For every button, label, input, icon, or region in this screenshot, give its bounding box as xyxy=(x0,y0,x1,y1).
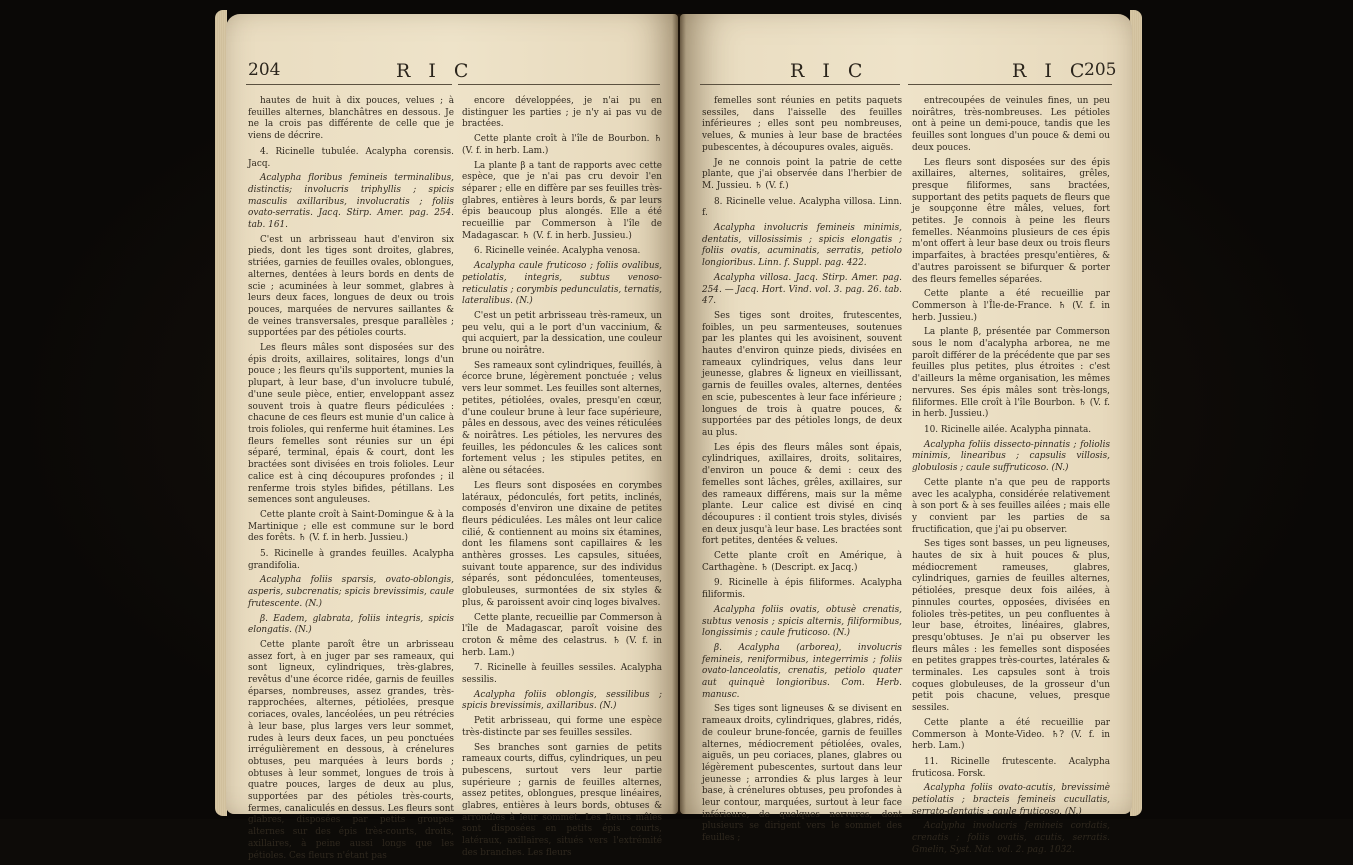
paragraph: 4. Ricinelle tubulée. Acalypha corensis. Jacq. xyxy=(248,146,454,169)
paragraph: Ses tiges sont basses, un peu ligneuses, hautes de six à huit pouces & plus, médiocrement rameuses, glabres, cylindriques, garnies de feuilles alternes, pétiolées, presque deux fois ailées, à pinnules courtes, opposées, divisées en folioles très-petites, un peu confluentes à leur base, étroites, linéaires, glabres, presqu'obtuses. Je n'ai pu observer les fleurs mâles : les femelles sont disposées en petites grappes très-courtes, latérales & terminales. Les capsules sont à trois coques globuleuses, de la grosseur d'un petit pois chacune, velues, presque sessiles. xyxy=(912,539,1110,714)
paragraph: 8. Ricinelle velue. Acalypha villosa. Linn. f. xyxy=(702,196,902,219)
paragraph: Les épis des fleurs mâles sont épais, cylindriques, axillaires, droits, solitaires, d'environ un pouce & demi : ceux des femelles sont lâches, grêles, axillaires, sur des rameaux différens, mais sur la même plante. Leur calice est divisé en cinq découpures : il contient trois styles, divisés en deux jusqu'à leur base. Les bractées sont fort petites, dentées & velues. xyxy=(702,442,902,547)
paragraph: Cette plante n'a que peu de rapports avec les acalypha, considérée relativement à son port & à ses feuilles ailées ; mais elle y convient par les parties de sa fructification, que j'ai pu observer. xyxy=(912,477,1110,535)
paragraph: Les fleurs sont disposées en corymbes latéraux, pédonculés, fort petits, inclinés, composés d'environ une dixaine de petites fleurs pédiculées. Les mâles ont leur calice cilié, & contiennent au moins six étamines, dont les filamens sont capillaires & les anthères grosses. Les capsules, situées, suivant toute apparence, sur des individus séparés, sont pédonculées, tomenteuses, globuleuses, surmontées de six styles & plus, & paroissent avoir cinq loges bivalves. xyxy=(462,480,662,608)
right-column2-rule xyxy=(908,84,1112,85)
right-page xyxy=(680,14,1132,855)
paragraph: femelles sont réunies en petits paquets sessiles, dans l'aisselle des feuilles inférieures ; elles sont peu nombreuses, velues, & munies à leur base de bractées pubescentes, à découpures ovales, aiguës. xyxy=(702,96,902,153)
paragraph: Cette plante croît à Saint-Domingue & à la Martinique ; elle est commune sur le bord des forêts. ♄ (V. f. in herb. Jussieu.) xyxy=(248,509,454,544)
paragraph: Cette plante croît en Amérique, à Carthagène. ♄ (Descript. ex Jacq.) xyxy=(702,551,902,573)
left-page xyxy=(226,14,678,861)
paragraph: Acalypha involucris femineis cordatis, crenatis ; foliis ovatis, acutis, serratis. Gmelin, Syst. Nat. vol. 2. pag. 1032. xyxy=(912,821,1110,855)
paragraph: 5. Ricinelle à grandes feuilles. Acalypha grandifolia. xyxy=(248,549,454,571)
paragraph: 11. Ricinelle frutescente. Acalypha fruticosa. Forsk. xyxy=(912,756,1110,779)
paragraph: Acalypha foliis dissecto-pinnatis ; foliolis minimis, linearibus ; capsulis villosis, globulosis ; caule suffruticoso. (N.) xyxy=(912,439,1110,474)
paragraph: entrecoupées de veinules fines, un peu noirâtres, très-nombreuses. Les pétioles ont à peine un demi-pouce, tandis que les feuilles sont longues d'un pouce & demi ou deux pouces. xyxy=(912,96,1110,153)
paragraph: β. Acalypha (arborea), involucris femineis, reniformibus, integerrimis ; foliis ovato-lanceolatis, crenatis, petiolo quater aut quinquè longioribus. Com. Herb. manusc. xyxy=(702,642,902,700)
paragraph: Petit arbrisseau, qui forme une espèce très-distincte par ses feuilles sessiles. xyxy=(462,716,662,738)
paragraph: Cette plante croît à l'île de Bourbon. ♄ (V. f. in herb. Lam.) xyxy=(462,134,662,156)
paragraph: Acalypha involucris femineis minimis, dentatis, villosissimis ; spicis elongatis ; foliis ovatis, acuminatis, serratis, petiolo longioribus. Linn. f. Suppl. pag. 422. xyxy=(702,223,902,269)
paragraph: 7. Ricinelle à feuilles sessiles. Acalypha sessilis. xyxy=(462,663,662,686)
left-column1-rule xyxy=(246,84,452,85)
paragraph: Les fleurs sont disposées sur des épis axillaires, alternes, solitaires, grêles, presque filiformes, sans bractées, supportant des petits paquets de fleurs que je soupçonne être mâles, velues, fort petites. Je connois à peine les fleurs femelles. Néanmoins plusieurs de ces épis m'ont offert à leur base deux ou trois fleurs imparfaites, à bractées presqu'entières, & d'autres paroissent se bifurquer & porter des fleurs femelles séparées. xyxy=(912,157,1110,285)
paragraph: 9. Ricinelle à épis filiformes. Acalypha filiformis. xyxy=(702,578,902,601)
paragraph: La plante β a tant de rapports avec cette espèce, que je n'ai pas cru devoir l'en séparer ; elle en diffère par ses feuilles très-glabres, entières à leurs bords, & par leurs épis beaucoup plus alongés. Elle a été recueillie par Commerson à l'île de Madagascar. ♄ (V. f. in herb. Jussieu.) xyxy=(462,160,662,241)
paragraph: Ses tiges sont ligneuses & se divisent en rameaux droits, cylindriques, glabres, ridés, de couleur brune-foncée, garnis de feuilles alternes, médiocrement pétiolées, ovales, aiguës, un peu coriaces, planes, glabres ou légèrement pubescentes, surtout dans leur jeunesse ; arrondies & plus larges à leur base, à crénelures obtuses, peu profondes à leur contour, marquées, surtout à leur face inférieure, de quelques nervures, dont plusieurs se dirigent vers le sommet des feuilles ; xyxy=(702,704,902,844)
paragraph: Acalypha caule fruticoso ; foliis ovalibus, petiolatis, integris, subtus venoso-reticulatis ; corymbis pedunculatis, ternatis, lateralibus. (N.) xyxy=(462,261,662,307)
paragraph: Ses tiges sont droites, frutescentes, foibles, un peu sarmenteuses, soutenues par les plantes qui les avoisinent, souvent hautes d'environ quinze pieds, divisées en rameaux cylindriques, velus dans leur jeunesse, glabres & ligneux en vieillissant, garnis de feuilles ovales, alternes, dentées en scie, pubescentes à leur face inférieure ; longues de trois à quatre pouces, & supportées par des pétioles longs, de deux au plus. xyxy=(702,310,902,438)
paragraph: Acalypha foliis oblongis, sessilibus ; spicis brevissimis, axillaribus. (N.) xyxy=(462,689,662,712)
paragraph: Cette plante paroît être un arbrisseau assez fort, à en juger par ses rameaux, qui sont ligneux, cylindriques, très-glabres, revêtus d'une écorce ridée, garnis de feuilles éparses, nombreuses, assez grandes, très-rapprochées, alternes, pétiolées, presque coriaces, ovales, lancéolées, un peu rétrécies à leur base, plus larges vers leur sommet, rudes à leurs deux faces, un peu ponctuées irrégulièrement en dessous, à crénelures obtuses, peu marquées à leurs bords ; obtuses à leur sommet, longues de trois à quatre pouces, larges de deux au plus, supportées par des pétioles très-courts, fermes, canaliculés en dessus. Les fleurs sont glabres, disposées par petits groupes alternes sur des épis très-courts, droits, axillaires, à peine aussi longs que les pétioles. Ces fleurs n'étant pas xyxy=(248,639,454,861)
paragraph: Acalypha foliis ovato-acutis, brevissimè petiolatis ; bracteis femineis cucullatis, serrato-dentatis ; caule fruticoso. (N.) xyxy=(912,783,1110,817)
left-column-2 xyxy=(462,96,662,863)
left-column2-rule xyxy=(458,84,660,85)
left-column-1 xyxy=(248,96,454,865)
paragraph: C'est un arbrisseau haut d'environ six pieds, dont les tiges sont droites, glabres, striées, garnies de feuilles ovales, oblongues, alternes, dentées à leurs bords en dents de scie ; acuminées à leur sommet, glabres à leurs deux faces, longues de deux ou trois pouces, marquées de nervures saillantes & de veines transversales, presque parallèles ; supportées par des pétioles courts. xyxy=(248,234,454,339)
paragraph: 10. Ricinelle ailée. Acalypha pinnata. xyxy=(924,424,1092,435)
left-page-number: 204 xyxy=(248,60,281,80)
right-column1-rule xyxy=(700,84,900,85)
left-page-header: R I C xyxy=(396,60,475,82)
paragraph: Acalypha foliis sparsis, ovato-oblongis, asperis, subcrenatis; spicis brevissimis, caule frutescente. (N.) xyxy=(248,575,454,609)
paragraph: Acalypha floribus femineis terminalibus, distinctis; involucris triphyllis ; spicis masculis axillaribus, involucratis ; foliis ovato-serratis. Jacq. Stirp. Amer. pag. 254. tab. 161. xyxy=(248,173,454,231)
paragraph: Je ne connois point la patrie de cette plante, que j'ai observée dans l'herbier de M. Jussieu. ♄ (V. f.) xyxy=(702,157,902,191)
paragraph: Cette plante, recueillie par Commerson à l'île de Madagascar, paroît voisine des croton & même des celastrus. ♄ (V. f. in herb. Lam.) xyxy=(462,612,662,658)
paragraph: β. Eadem, glabrata, foliis integris, spicis elongatis. (N.) xyxy=(248,613,454,636)
paragraph: Cette plante a été recueillie par Commerson à Monte-Video. ♄? (V. f. in herb. Lam.) xyxy=(912,717,1110,752)
paragraph: hautes de huit à dix pouces, velues ; à feuilles alternes, blanchâtres en dessous. Je ne la crois pas différente de celle que je viens de décrire. xyxy=(248,96,454,142)
paragraph: Les fleurs mâles sont disposées sur des épis droits, axillaires, solitaires, longs d'un pouce ; les fleurs qu'ils supportent, munies la plupart, à leur base, d'un involucre tubulé, d'une seule pièce, entier, enveloppant assez souvent trois à quatre fleurs pédiculées : chacune de ces fleurs est munie d'un calice à trois folioles, qui renferme huit étamines. Les fleurs femelles sont réunies sur un épi séparé, terminal, épais & court, dont les bractées sont divisées en trois folioles. Leur calice est à cinq découpures profondes ; il renferme trois styles bifides, pétillans. Les semences sont anguleuses. xyxy=(248,343,454,506)
paragraph: Cette plante a été recueillie par Commerson à l'Île-de-France. ♄ (V. f. in herb. Jussieu.) xyxy=(912,289,1110,323)
paragraph: Ses branches sont garnies de petits rameaux courts, diffus, cylindriques, un peu pubescens, surtout vers leur partie supérieure ; garnis de feuilles alternes, assez petites, oblongues, presque linéaires, glabres, entières à leurs bords, obtuses & arrondies à leur sommet. Les fleurs mâles sont disposées en petits épis courts, latéraux, axillaires, situés vers l'extrémité des branches. Les fleurs xyxy=(462,742,662,858)
paragraph: C'est un petit arbrisseau très-rameux, un peu velu, qui a le port d'un vaccinium, & qui acquiert, par la dessication, une couleur brune ou noirâtre. xyxy=(462,310,662,357)
right-page-number: 205 xyxy=(1084,60,1117,80)
paragraph: encore développées, je n'ai pu en distinguer les parties ; je n'y ai pas vu de bractées. xyxy=(462,96,662,130)
paragraph: 6. Ricinelle veinée. Acalypha venosa. xyxy=(474,246,641,257)
paragraph: Ses rameaux sont cylindriques, feuillés, à écorce brune, légèrement ponctuée ; velus vers leur sommet. Les feuilles sont alternes, petites, pétiolées, ovales, presqu'en cœur, d'une couleur brune à leur face supérieure, pâles en dessous, avec des veines réticulées & noirâtres. Les pétioles, les nervures des feuilles, les pédoncules & les calices sont fortement velus ; les stipules petites, en alène ou sétacées. xyxy=(462,360,662,477)
paragraph: Acalypha villosa. Jacq. Stirp. Amer. pag. 254. — Jacq. Hort. Vind. vol. 3. pag. 26. tab. 47. xyxy=(702,272,902,307)
right-column-2 xyxy=(912,96,1110,860)
right-page-header-2: R I C xyxy=(1012,60,1091,82)
book-gutter xyxy=(672,14,686,814)
paragraph: Acalypha foliis ovatis, obtusè crenatis, subtus venosis ; spicis alternis, filiformibus, longissimis ; caule fruticoso. (N.) xyxy=(702,604,902,639)
right-page-header: R I C xyxy=(790,60,869,82)
paragraph: La plante β, présentée par Commerson sous le nom d'acalypha arborea, ne me paroît différer de la précédente que par ses feuilles plus petites, plus étroites : c'est d'ailleurs la même organisation, les mêmes nervures. Ses épis mâles sont très-longs, filiformes. Elle croît à l'île Bourbon. ♄ (V. f. in herb. Jussieu.) xyxy=(912,327,1110,420)
right-column-1 xyxy=(702,96,902,848)
